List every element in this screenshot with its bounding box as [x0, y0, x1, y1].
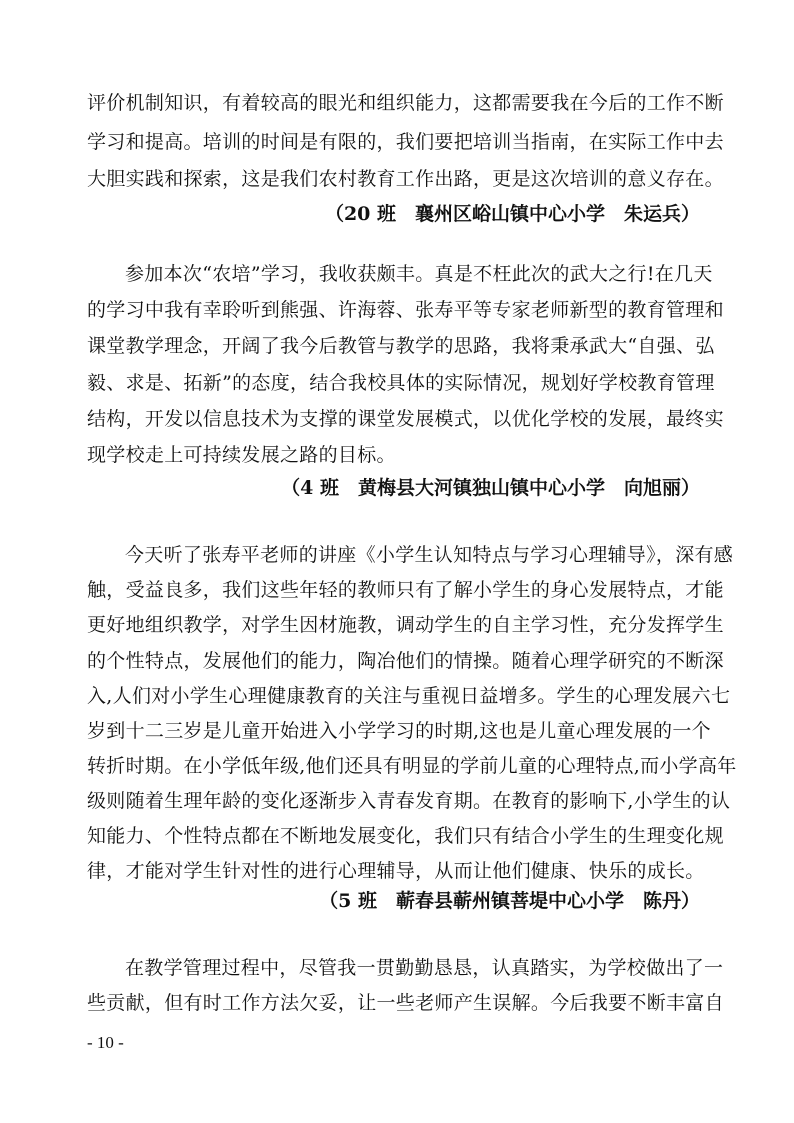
paragraph-2-line-4: 毅、求是、拓新”的态度，结合我校具体的实际情况，规划好学校教育管理	[87, 372, 715, 394]
paragraph-2-line-2: 的学习中我有幸聆听到熊强、许海蓉、张寿平等专家老师新型的教育管理和	[87, 299, 724, 321]
paragraph-4-line-1: 在教学管理过程中，尽管我一贯勤勤恳恳，认真踏实，为学校做出了一	[125, 957, 724, 979]
paragraph-3-line-3: 更好地组织教学，对学生因材施教，调动学生的自主学习性，充分发挥学生	[87, 614, 724, 636]
paragraph-3-line-10: 律，才能对学生针对性的进行心理辅导，从而让他们健康、快乐的成长。	[87, 860, 705, 882]
paragraph-2-signature: （4 班 黄梅县大河镇独山镇中心小学 向旭丽）	[281, 477, 700, 499]
paragraph-2-line-5: 结构，开发以信息技术为支撑的课堂发展模式，以优化学校的发展，最终实	[87, 408, 724, 430]
paragraph-3-line-7: 转折时期。在小学低年级,他们还具有明显的学前儿童的心理特点,而小学高年	[87, 755, 737, 777]
paragraph-1-line-2: 学习和提高。培训的时间是有限的，我们要把培训当指南，在实际工作中去	[87, 131, 724, 153]
paragraph-3-line-9: 知能力、个性特点都在不断地发展变化，我们只有结合小学生的生理变化规	[87, 825, 724, 847]
paragraph-3-line-5: 入,人们对小学生心理健康教育的关注与重视日益增多。学生的心理发展六七	[87, 685, 731, 707]
page-number: - 10 -	[87, 1033, 124, 1052]
paragraph-1-signature: （20 班 襄州区峪山镇中心小学 朱运兵）	[324, 203, 700, 225]
paragraph-3-line-8: 级则随着生理年龄的变化逐渐步入青春发育期。在教育的影响下,小学生的认	[87, 790, 731, 812]
paragraph-2-line-1: 参加本次“农培”学习，我收获颇丰。真是不枉此次的武大之行!在几天	[125, 263, 713, 285]
paragraph-3-line-4: 的个性特点，发展他们的能力，陶冶他们的情操。随着心理学研究的不断深	[87, 650, 724, 672]
paragraph-3-line-6: 岁到十二三岁是儿童开始进入小学学习的时期,这也是儿童心理发展的一个	[87, 720, 711, 742]
paragraph-1-line-3: 大胆实践和探索，这是我们农村教育工作出路，更是这次培训的意义存在。	[87, 168, 724, 190]
paragraph-2-line-6: 现学校走上可持续发展之路的目标。	[87, 444, 396, 466]
paragraph-2-line-3: 课堂教学理念，开阔了我今后教管与教学的思路，我将秉承武大“自强、弘	[87, 335, 715, 357]
paragraph-3-line-2: 触，受益良多，我们这些年轻的教师只有了解小学生的身心发展特点，才能	[87, 579, 724, 601]
paragraph-1-line-1: 评价机制知识，有着较高的眼光和组织能力，这都需要我在今后的工作不断	[87, 92, 724, 114]
paragraph-4-line-2: 些贡献，但有时工作方法欠妥，让一些老师产生误解。今后我要不断丰富自	[87, 992, 724, 1014]
paragraph-3-signature: （5 班 蕲春县蕲州镇菩堤中心小学 陈丹）	[319, 890, 700, 912]
paragraph-3-line-1: 今天听了张寿平老师的讲座《小学生认知特点与学习心理辅导》，深有感	[125, 544, 734, 566]
